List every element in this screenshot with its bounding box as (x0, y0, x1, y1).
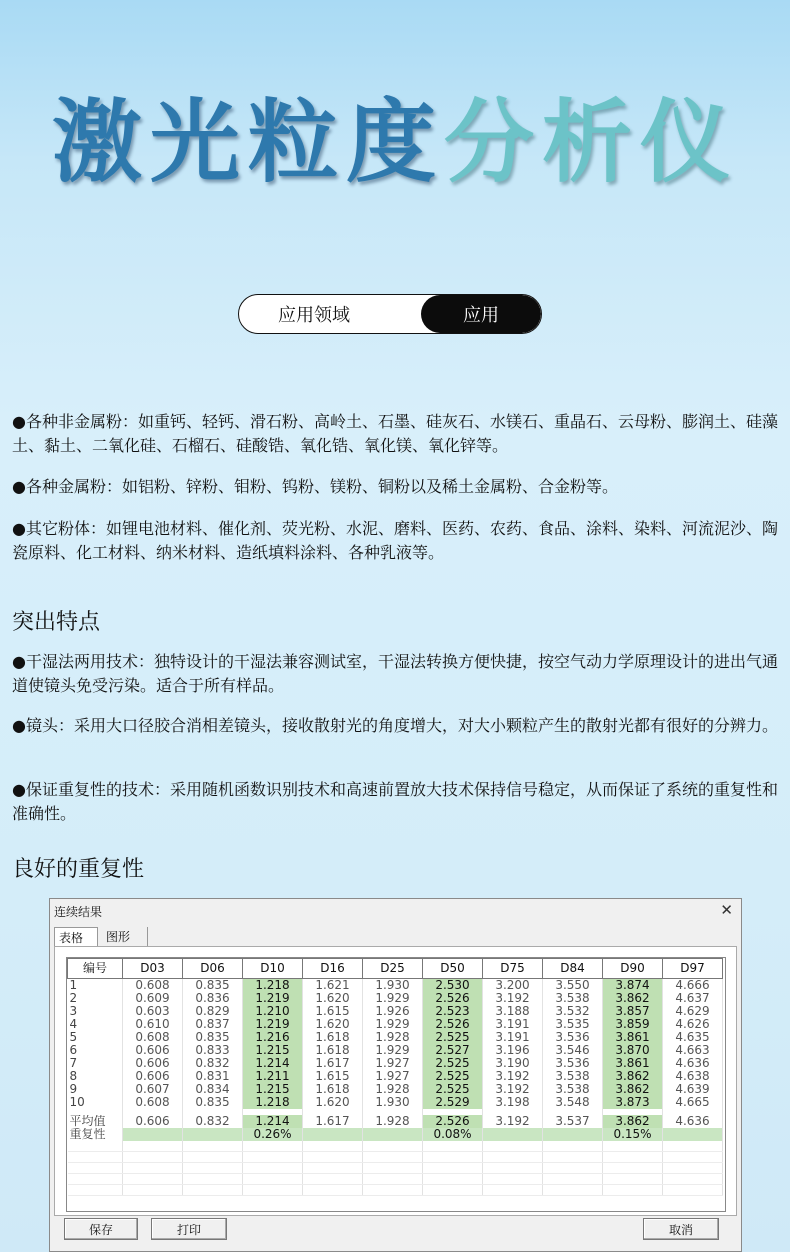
section-toggle[interactable] (238, 294, 542, 334)
table-cell (663, 1128, 723, 1141)
column-header[interactable]: D16 (303, 959, 363, 979)
hero-title-part2: 分析仪 (444, 90, 738, 195)
column-header[interactable]: D10 (243, 959, 303, 979)
table-cell: 3.862 (603, 1115, 663, 1128)
table-cell: 2.529 (423, 1096, 483, 1109)
column-header[interactable]: D06 (183, 959, 243, 979)
table-cell (363, 1152, 423, 1163)
table-cell: 3.859 (603, 1018, 663, 1031)
table-row (68, 1096, 723, 1109)
print-button[interactable]: 打印 (151, 1218, 227, 1240)
cancel-button[interactable]: 取消 (643, 1218, 719, 1240)
tab-chart[interactable]: 图形 (102, 927, 148, 947)
tab-table[interactable]: 表格 (54, 927, 98, 947)
table-cell: 3.538 (543, 1070, 603, 1083)
table-cell (543, 1141, 603, 1152)
table-cell: 1.617 (303, 1057, 363, 1070)
table-cell: 0.833 (183, 1044, 243, 1057)
table-cell: 3.190 (483, 1057, 543, 1070)
table-cell (483, 1141, 543, 1152)
table-cell: 0.832 (183, 1057, 243, 1070)
table-cell (303, 1141, 363, 1152)
table-row (68, 1044, 723, 1057)
table-cell: 2.525 (423, 1031, 483, 1044)
table-cell: 10 (68, 1096, 123, 1109)
table-cell: 3.536 (543, 1031, 603, 1044)
table-cell (123, 1185, 183, 1196)
table-cell: 3 (68, 1005, 123, 1018)
table-cell: 3.861 (603, 1031, 663, 1044)
table-cell (363, 1185, 423, 1196)
table-cell: 0.603 (123, 1005, 183, 1018)
table-row (68, 1005, 723, 1018)
table-cell: 3.861 (603, 1057, 663, 1070)
empty-row (68, 1141, 723, 1152)
table-row (68, 1018, 723, 1031)
table-cell (663, 1141, 723, 1152)
table-cell: 1.930 (363, 979, 423, 993)
table-cell: 8 (68, 1070, 123, 1083)
table-cell: 1.211 (243, 1070, 303, 1083)
table-cell (543, 1163, 603, 1174)
column-header[interactable]: 编号 (68, 959, 123, 979)
table-cell (423, 1163, 483, 1174)
table-cell: 4.666 (663, 979, 723, 993)
table-cell (483, 1152, 543, 1163)
table-cell: 2.523 (423, 1005, 483, 1018)
table-cell (423, 1141, 483, 1152)
table-cell: 0.836 (183, 992, 243, 1005)
table-cell: 3.548 (543, 1096, 603, 1109)
application-item-2: ●各种金属粉：如铝粉、锌粉、钼粉、钨粉、镁粉、铜粉以及稀土金属粉、合金粉等。 (12, 477, 618, 496)
table-cell (123, 1174, 183, 1185)
table-cell: 1.216 (243, 1031, 303, 1044)
column-header[interactable]: D50 (423, 959, 483, 979)
table-cell (663, 1152, 723, 1163)
tab-panel (54, 946, 737, 1216)
toggle-application-field[interactable]: 应用领域 (278, 305, 350, 326)
feature-item-2: ●镜头：采用大口径胶合消相差镜头，接收散射光的角度增大，对大小颗粒产生的散射光都有很好的分辨力。 (12, 716, 778, 735)
table-cell: 3.192 (483, 1070, 543, 1083)
table-cell: 1.218 (243, 1096, 303, 1109)
table-cell: 1.620 (303, 1018, 363, 1031)
table-cell: 1.930 (363, 1096, 423, 1109)
table-cell: 3.874 (603, 979, 663, 993)
column-header[interactable]: D75 (483, 959, 543, 979)
table-cell: 3.537 (543, 1115, 603, 1128)
table-cell: 1.618 (303, 1044, 363, 1057)
column-header[interactable]: D03 (123, 959, 183, 979)
feature-item-1: ●干湿法两用技术：独特设计的干湿法兼容测试室，干湿法转换方便快捷，按空气动力学原理设计的进出气通道使镜头免受污染。适合于所有样品。 (12, 652, 778, 695)
table-cell: 4.637 (663, 992, 723, 1005)
table-cell: 1.929 (363, 1044, 423, 1057)
table-cell (123, 1163, 183, 1174)
table-cell: 3.198 (483, 1096, 543, 1109)
table-cell: 3.857 (603, 1005, 663, 1018)
table-cell: 0.608 (123, 979, 183, 993)
table-cell: 0.608 (123, 1096, 183, 1109)
table-cell: 0.610 (123, 1018, 183, 1031)
table-cell (363, 1128, 423, 1141)
results-table (67, 958, 723, 1196)
table-cell: 4.636 (663, 1115, 723, 1128)
table-cell: 2.525 (423, 1083, 483, 1096)
table-cell: 1.218 (243, 979, 303, 993)
table-cell: 0.606 (123, 1044, 183, 1057)
hero-title-part1: 激光粒度 (52, 90, 444, 195)
repeatability-title: 良好的重复性 (12, 857, 145, 882)
table-cell (483, 1128, 543, 1141)
table-cell: 0.08% (423, 1128, 483, 1141)
table-cell: 0.15% (603, 1128, 663, 1141)
table-row (68, 1057, 723, 1070)
table-cell: 3.196 (483, 1044, 543, 1057)
table-cell: 1.214 (243, 1115, 303, 1128)
table-cell: 1.618 (303, 1083, 363, 1096)
table-cell (183, 1185, 243, 1196)
table-cell (483, 1163, 543, 1174)
table-cell (68, 1152, 123, 1163)
table-cell: 0.837 (183, 1018, 243, 1031)
table-cell: 1.928 (363, 1083, 423, 1096)
table-cell: 3.870 (603, 1044, 663, 1057)
toggle-application[interactable]: 应用 (421, 295, 541, 333)
table-cell: 1.927 (363, 1057, 423, 1070)
table-cell: 1.210 (243, 1005, 303, 1018)
table-cell: 2.527 (423, 1044, 483, 1057)
table-cell: 平均值 (68, 1115, 123, 1128)
table-cell: 1.928 (363, 1031, 423, 1044)
table-cell: 1 (68, 979, 123, 993)
table-cell: 3.192 (483, 992, 543, 1005)
table-cell (183, 1128, 243, 1141)
results-dialog (49, 898, 742, 1252)
empty-row (68, 1163, 723, 1174)
table-cell (183, 1141, 243, 1152)
table-cell: 7 (68, 1057, 123, 1070)
table-cell: 3.200 (483, 979, 543, 993)
table-cell (183, 1163, 243, 1174)
table-cell (423, 1152, 483, 1163)
features-title: 突出特点 (12, 610, 101, 635)
empty-row (68, 1185, 723, 1196)
table-cell: 0.606 (123, 1070, 183, 1083)
table-cell: 4 (68, 1018, 123, 1031)
empty-row (68, 1174, 723, 1185)
table-cell (68, 1141, 123, 1152)
table-cell: 2.525 (423, 1070, 483, 1083)
table-cell (243, 1163, 303, 1174)
table-cell: 1.621 (303, 979, 363, 993)
table-cell: 1.214 (243, 1057, 303, 1070)
table-cell: 3.191 (483, 1031, 543, 1044)
table-cell: 1.618 (303, 1031, 363, 1044)
table-cell (423, 1185, 483, 1196)
table-cell: 2.526 (423, 1115, 483, 1128)
hero-title (0, 88, 790, 198)
table-cell: 3.192 (483, 1115, 543, 1128)
table-cell: 1.617 (303, 1115, 363, 1128)
table-cell: 5 (68, 1031, 123, 1044)
table-cell: 0.829 (183, 1005, 243, 1018)
table-cell: 3.873 (603, 1096, 663, 1109)
table-cell (543, 1174, 603, 1185)
table-cell: 1.928 (363, 1115, 423, 1128)
table-cell (363, 1174, 423, 1185)
table-cell (303, 1128, 363, 1141)
table-header-row (68, 959, 723, 979)
table-cell: 0.835 (183, 1031, 243, 1044)
table-cell: 1.219 (243, 1018, 303, 1031)
application-item-3: ●其它粉体：如锂电池材料、催化剂、荧光粉、水泥、磨料、医药、农药、食品、涂料、染料、河流泥沙、陶瓷原料、化工材料、纳米材料、造纸填料涂料、各种乳液等。 (12, 519, 778, 562)
table-cell: 6 (68, 1044, 123, 1057)
table-cell: 1.219 (243, 992, 303, 1005)
table-cell (68, 1174, 123, 1185)
table-cell: 2.526 (423, 992, 483, 1005)
feature-item-3: ●保证重复性的技术：采用随机函数识别技术和高速前置放大技术保持信号稳定，从而保证了系统的重复性和准确性。 (12, 780, 778, 823)
table-cell: 3.862 (603, 1083, 663, 1096)
close-icon[interactable]: ✕ (720, 901, 733, 919)
table-cell: 1.215 (243, 1083, 303, 1096)
table-cell: 2.526 (423, 1018, 483, 1031)
table-cell: 0.835 (183, 979, 243, 993)
table-cell (243, 1185, 303, 1196)
table-row (68, 979, 723, 993)
table-cell (543, 1128, 603, 1141)
table-cell: 1.620 (303, 1096, 363, 1109)
save-button[interactable]: 保存 (64, 1218, 138, 1240)
dialog-title: 连续结果 (54, 905, 103, 919)
table-cell: 4.665 (663, 1096, 723, 1109)
table-cell: 3.188 (483, 1005, 543, 1018)
table-cell (303, 1174, 363, 1185)
table-cell: 3.546 (543, 1044, 603, 1057)
table-cell: 2.525 (423, 1057, 483, 1070)
table-cell: 4.626 (663, 1018, 723, 1031)
table-cell: 4.638 (663, 1070, 723, 1083)
table-row (68, 1070, 723, 1083)
table-cell (603, 1163, 663, 1174)
table-cell: 3.538 (543, 992, 603, 1005)
table-cell: 2 (68, 992, 123, 1005)
table-cell: 3.538 (543, 1083, 603, 1096)
empty-row (68, 1152, 723, 1163)
table-cell (603, 1185, 663, 1196)
table-cell: 0.607 (123, 1083, 183, 1096)
table-cell (243, 1141, 303, 1152)
table-cell (603, 1141, 663, 1152)
table-cell: 4.629 (663, 1005, 723, 1018)
table-cell: 1.926 (363, 1005, 423, 1018)
table-cell (483, 1185, 543, 1196)
table-cell: 0.608 (123, 1031, 183, 1044)
repeatability-row (68, 1128, 723, 1141)
table-cell: 4.635 (663, 1031, 723, 1044)
table-cell (68, 1163, 123, 1174)
table-cell: 0.834 (183, 1083, 243, 1096)
table-cell: 1.215 (243, 1044, 303, 1057)
table-cell: 9 (68, 1083, 123, 1096)
table-cell: 0.609 (123, 992, 183, 1005)
table-cell: 3.550 (543, 979, 603, 993)
table-cell (483, 1174, 543, 1185)
table-cell: 3.536 (543, 1057, 603, 1070)
column-header[interactable]: D97 (663, 959, 723, 979)
table-cell: 1.929 (363, 992, 423, 1005)
table-cell: 1.615 (303, 1070, 363, 1083)
table-cell: 0.835 (183, 1096, 243, 1109)
table-cell (243, 1152, 303, 1163)
table-cell: 1.929 (363, 1018, 423, 1031)
table-cell (303, 1163, 363, 1174)
results-grid[interactable] (66, 957, 726, 1212)
table-cell: 2.530 (423, 979, 483, 993)
table-cell (123, 1128, 183, 1141)
table-cell (123, 1152, 183, 1163)
table-cell: 3.191 (483, 1018, 543, 1031)
table-cell (663, 1163, 723, 1174)
table-cell: 1.620 (303, 992, 363, 1005)
table-cell (663, 1174, 723, 1185)
table-cell (303, 1152, 363, 1163)
column-header[interactable]: D90 (603, 959, 663, 979)
application-item-1: ●各种非金属粉：如重钙、轻钙、滑石粉、高岭土、石墨、硅灰石、水镁石、重晶石、云母粉、膨润土、硅藻土、黏土、二氧化硅、石榴石、硅酸锆、氧化锆、氧化镁、氧化锌等。 (12, 412, 778, 455)
table-cell (303, 1185, 363, 1196)
table-cell (363, 1163, 423, 1174)
table-cell: 4.663 (663, 1044, 723, 1057)
table-row (68, 1031, 723, 1044)
table-row (68, 992, 723, 1005)
table-cell: 3.535 (543, 1018, 603, 1031)
table-cell: 0.606 (123, 1057, 183, 1070)
table-cell (543, 1185, 603, 1196)
table-cell (423, 1174, 483, 1185)
table-cell (243, 1174, 303, 1185)
table-cell: 0.606 (123, 1115, 183, 1128)
table-cell (123, 1141, 183, 1152)
table-cell (603, 1174, 663, 1185)
table-cell: 3.862 (603, 1070, 663, 1083)
table-row (68, 1083, 723, 1096)
table-cell: 4.636 (663, 1057, 723, 1070)
column-header[interactable]: D84 (543, 959, 603, 979)
table-cell: 0.832 (183, 1115, 243, 1128)
table-cell: 3.192 (483, 1083, 543, 1096)
table-cell (363, 1141, 423, 1152)
mean-row (68, 1115, 723, 1128)
table-cell (663, 1185, 723, 1196)
table-cell: 1.615 (303, 1005, 363, 1018)
table-cell: 3.532 (543, 1005, 603, 1018)
table-cell (603, 1152, 663, 1163)
table-cell: 0.831 (183, 1070, 243, 1083)
table-cell: 4.639 (663, 1083, 723, 1096)
table-cell (68, 1185, 123, 1196)
table-cell: 重复性 (68, 1128, 123, 1141)
table-cell: 0.26% (243, 1128, 303, 1141)
table-cell: 1.927 (363, 1070, 423, 1083)
column-header[interactable]: D25 (363, 959, 423, 979)
table-cell (183, 1152, 243, 1163)
table-cell (183, 1174, 243, 1185)
table-cell: 3.862 (603, 992, 663, 1005)
table-cell (543, 1152, 603, 1163)
